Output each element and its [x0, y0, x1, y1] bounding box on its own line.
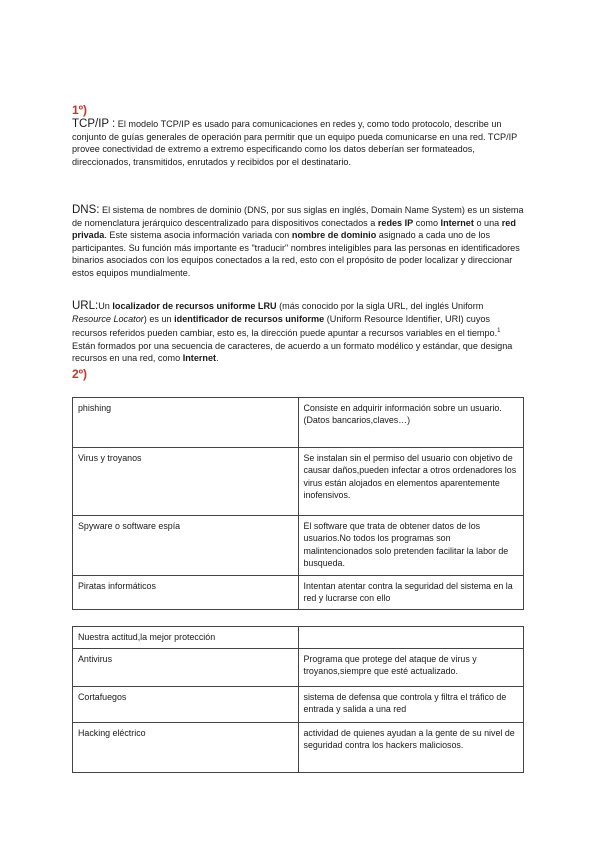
url-text-6: . — [216, 353, 219, 364]
table-row — [73, 576, 524, 610]
table-cell: actividad de quienes ayudan a la gente de su nivel de seguridad contra los hackers maliciosos. — [298, 723, 524, 773]
url-text-4: (Uniform Resource Identifier, URI) cuyos recursos referidos pueden cambiar, esto es, la dirección puede apuntar a recursos variables en el tiempo. — [72, 313, 498, 339]
url-term: URL: — [72, 300, 99, 312]
url-text-5: Están formados por una secuencia de caracteres, de acuerdo a un formato modélico y estándar, que designa recursos en una red, como — [72, 340, 513, 364]
table-cell: Piratas informáticos — [73, 576, 299, 610]
table-row — [73, 687, 524, 723]
url-italic-resource-locator: Resource Locator — [72, 313, 144, 324]
table-cell: Nuestra actitud,la mejor protección — [73, 627, 299, 649]
url-bold-lru: localizador de recursos uniforme LRU — [112, 301, 277, 311]
tcpip-text: El modelo TCP/IP es usado para comunicaciones en redes y, como todo protocolo, describe un conjunto de guías generales de operación para permitir que un equipo pueda comunicarse en una red. TCP/IP provee conectividad de extremo a extremo especificando como los datos deberían ser formateados, direccionados, transmitidos, enrutados y recibidos por el destinatario. — [72, 119, 518, 167]
dns-text-2: como — [415, 217, 439, 228]
table-cell: Hacking eléctrico — [73, 723, 299, 773]
table-cell: sistema de defensa que controla y filtra el tráfico de entrada y salida a una red — [298, 687, 524, 723]
dns-text-4: . Este sistema asocia información variada con — [104, 230, 290, 241]
dns-link-internet: Internet — [440, 217, 474, 228]
table-cell: Se instalan sin el permiso del usuario con objetivo de causar daños,pueden infectar a otros ordenadores los virus están alojados en elementos aparentemente inofensivos. — [298, 448, 524, 516]
dns-term: DNS: — [72, 204, 100, 216]
table-row — [73, 516, 524, 576]
url-text-3: ) es un — [143, 313, 172, 324]
url-text-2: (más conocido por la sigla URL, del inglés Uniform — [279, 301, 484, 311]
table-cell: Spyware o software espía — [73, 516, 299, 576]
table-cell: Consiste en adquirir información sobre un usuario.(Datos bancarios,claves…) — [298, 398, 524, 448]
dns-text-3: o una — [476, 217, 500, 228]
table-cell: El software que trata de obtener datos de los usuarios.No todos los programas son malintencionados solo pretenden facilitar la labor de busqueda. — [298, 516, 524, 576]
table-row — [73, 649, 524, 687]
dns-link-nombre-dominio: nombre de dominio — [291, 230, 377, 241]
tcpip-term: TCP/IP : — [72, 118, 116, 130]
table-cell: Intentan atentar contra la seguridad del sistema en la red y lucrarse con ello — [298, 576, 524, 610]
table-cell: Virus y troyanos — [73, 448, 299, 516]
table-cell: Cortafuegos — [73, 687, 299, 723]
url-footnote: 1 — [497, 328, 501, 335]
dns-link-red-privada: red privada — [72, 217, 516, 241]
table-cell — [298, 627, 524, 649]
dns-text-5: asignado a cada uno de los participantes. Su función más importante es "traducir" nombres inteligibles para las personas en identificadores binarios asociados con los equipos conectados a la red, esto con el propósito de poder localizar y direccionar estos equipos mundialmente. — [72, 230, 520, 278]
tcpip-paragraph — [72, 118, 524, 168]
threats-table — [72, 397, 524, 610]
table-row — [73, 723, 524, 773]
protection-table — [72, 626, 524, 773]
table-cell: phishing — [73, 398, 299, 448]
dns-paragraph — [72, 204, 524, 280]
table-cell: Antivirus — [73, 649, 299, 687]
url-bold-internet: Internet — [182, 353, 217, 364]
table-row — [73, 627, 524, 649]
section-1-heading: 1º) — [72, 103, 88, 117]
table-row — [73, 398, 524, 448]
table-row — [73, 448, 524, 516]
url-bold-identificador: identificador de recursos uniforme — [174, 313, 325, 324]
section-2-heading: 2º) — [72, 367, 88, 381]
dns-link-redes-ip: redes IP — [377, 217, 414, 228]
dns-text-1: El sistema de nombres de dominio (DNS, por sus siglas en inglés, Domain Name System) es un sistema de nomenclatura jerárquico descentralizado para dispositivos conectados a — [72, 205, 524, 228]
table-cell: Programa que protege del ataque de virus y troyanos,siempre que esté actualizado. — [298, 649, 524, 687]
url-paragraph — [72, 300, 524, 365]
url-text-1: Un — [98, 301, 110, 311]
